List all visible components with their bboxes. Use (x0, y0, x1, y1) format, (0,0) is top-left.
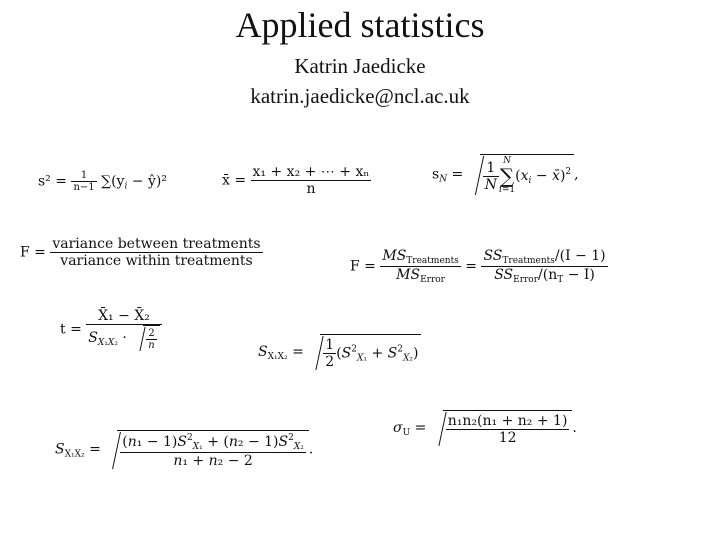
formula-lhs: F = (20, 244, 51, 261)
formula-eq: = (410, 420, 431, 436)
sqrt-sign (431, 410, 573, 446)
formula-sub: U (402, 428, 411, 438)
formula-eq: = (287, 344, 309, 360)
formula-lhs: s (432, 166, 440, 183)
author-email: katrin.jaedicke@ncl.ac.uk (250, 84, 470, 108)
sqrt-sign: $\frac{1}{N}$ N ∑ i=1 ($x_i$ − x̄)$^2$ (468, 154, 574, 195)
formula-lhs: S (258, 344, 268, 360)
formula-lhs: x̄ = (222, 172, 251, 189)
formula-lhs: t = (60, 321, 87, 338)
fraction-denominator: variance within treatments (60, 253, 253, 269)
formula-f-ratio-ms (350, 248, 608, 285)
fraction-denominator: 12 (498, 430, 517, 446)
formula-mean (222, 164, 371, 197)
formula-tail: − ŷ)² (127, 173, 167, 190)
formula-f-ratio-words (20, 236, 263, 269)
formula-eq: = (460, 258, 482, 275)
fraction-numerator: variance between treatments (52, 236, 261, 252)
fraction: X̄₁ − X̄₂ $S_{X_1X_2}$ · $\frac{2}{n}$ (86, 308, 161, 351)
formula-sample-variance: s² = $\frac{1}{n-1}$ $\sum(y_i$ − ŷ)² (38, 170, 167, 193)
fraction (251, 164, 372, 197)
formula-tail: . (572, 420, 577, 436)
slide-title: Applied statistics (235, 5, 485, 45)
fraction: $\frac{1}{n-1}$ (73, 170, 95, 193)
fraction-denominator: n (306, 181, 316, 197)
sqrt-sign: $\frac{1}{2}$ $(S^2_{X_1} + S^2_{X_2})$ (308, 334, 421, 370)
formula-lhs: s² = (38, 173, 72, 190)
sqrt-sign: $\frac{(n_1 - 1)S^2_{X_1} + (n_2 - 1)S^2_{X_2}}{\text{n₁ + n₂ − 2}}$ (105, 430, 309, 469)
formula-lhs: F = (350, 258, 381, 275)
formula-body: ∑(y (96, 173, 125, 190)
formula-sub: X₁X₂ (64, 449, 85, 460)
formula-eq: = (447, 166, 468, 183)
formula-pooled-sd-equal (258, 334, 421, 370)
formula-sigma-u (393, 410, 577, 446)
formula-t-statistic (60, 308, 162, 351)
fraction: $\frac{SS_{Treatments}/(I - 1)}{SS_{Error}/(n_T - I)}$ (483, 248, 606, 285)
fraction: $\frac{MS_{Treatments}}{MS_{Error}}$ (382, 248, 459, 285)
formula-eq: = (84, 441, 106, 458)
fraction-numerator: x₁ + x₂ + ⋯ + xₙ (252, 164, 370, 180)
formula-lhs: σ (393, 420, 403, 436)
formula-lhs: S (55, 441, 65, 458)
fraction-numerator: n₁n₂(n₁ + n₂ + 1) (447, 413, 568, 429)
formula-population-sd: $s_N$ = $\frac{1}{N}$ N ∑ i=1 ($x_i$ − x̄)$^2$ , (432, 156, 579, 195)
formula-sub: X₁X₂ (267, 352, 288, 362)
fraction-numerator: X̄₁ − X̄₂ (86, 308, 161, 325)
fraction (50, 236, 262, 269)
formula-pooled-sd-unequal: $S_{X_1X_2}$ = $\frac{(n_1 - 1)S^2_{X_1} + (n_2 - 1)S^2_{X_2}}{\text{n₁ + n₂ − 2}}$ . (55, 430, 313, 469)
author-name: Katrin Jaedicke (294, 54, 426, 78)
